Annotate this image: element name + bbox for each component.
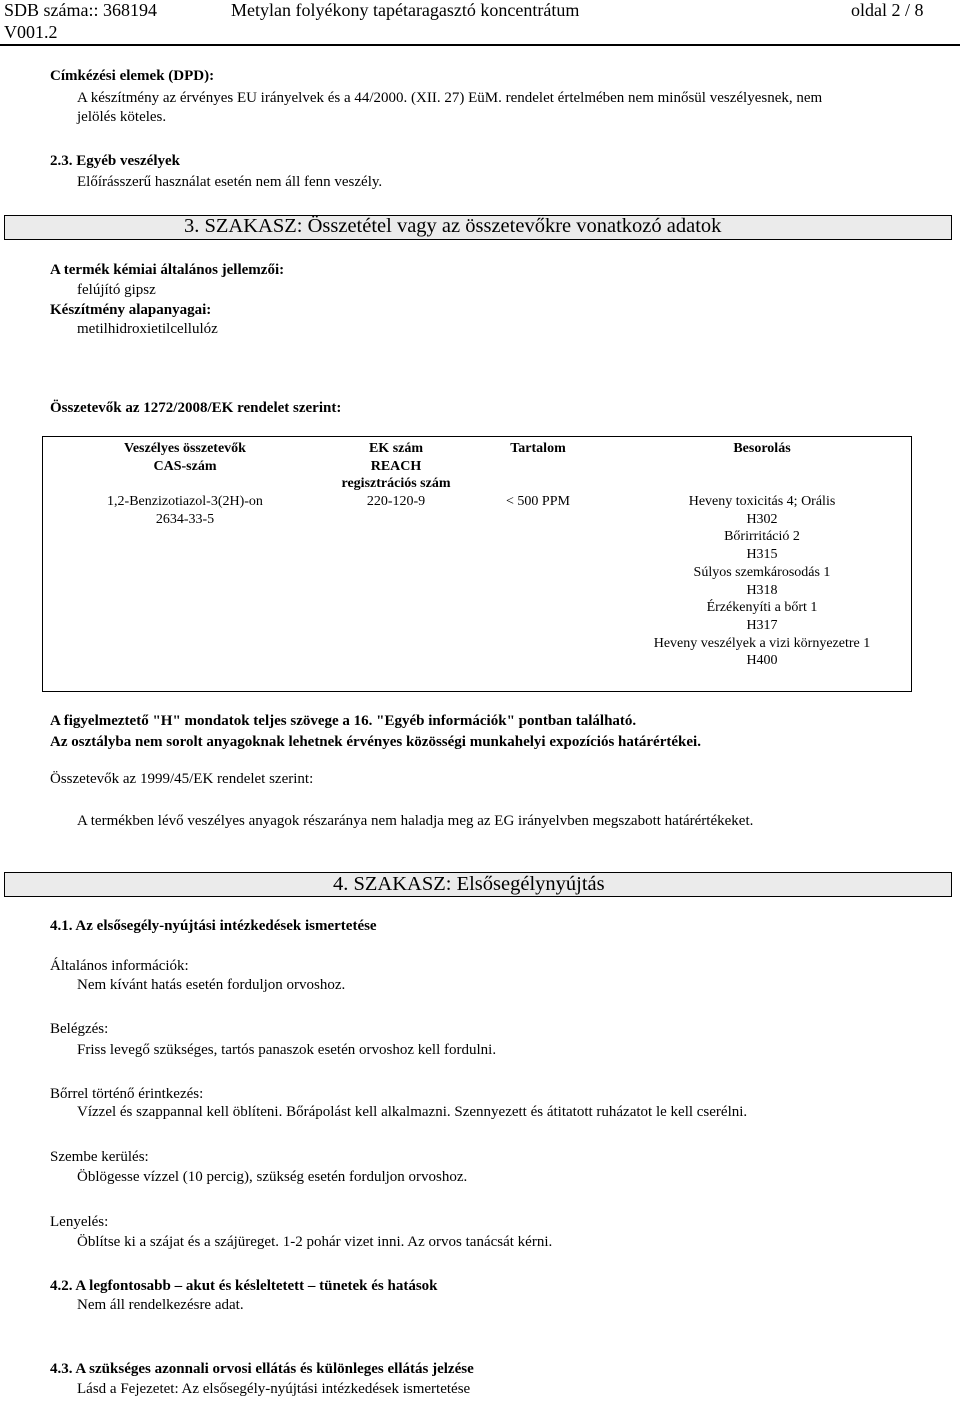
row-content: < 500 PPM — [506, 494, 570, 509]
skin-text: Vízzel és szappannal kell öblíteni. Bőrápolást kell alkalmazni. Szennyezett és átitatott ruházatot le kell cserélni. — [77, 1104, 748, 1120]
chem-char-label: A termék kémiai általános jellemzői: — [50, 262, 285, 278]
page-number: oldal 2 / 8 — [851, 0, 924, 20]
inhalation-label: Belégzés: — [50, 1021, 109, 1037]
eye-text: Öblögesse vízzel (10 percig), szükség esetén forduljon orvoshoz. — [77, 1169, 468, 1185]
labelling-text-1: A készítmény az érvényes EU irányelvek és a 44/2000. (XII. 27) EüM. rendelet értelmében nem minősül veszélyesnek, nem — [77, 90, 823, 106]
other-hazards-text: Előírásszerű használat esetén nem áll fenn veszély. — [77, 174, 383, 190]
sub43-heading: 4.3. A szükséges azonnali orvosi ellátás és különleges ellátás jelzése — [50, 1361, 474, 1377]
skin-label: Bőrrel történő érintkezés: — [50, 1086, 204, 1102]
product-title: Metylan folyékony tapétaragasztó koncentrátum — [231, 0, 580, 20]
h-phrases-note: A figyelmeztető "H" mondatok teljes szövege a 16. "Egyéb információk" pontban található. — [50, 713, 637, 729]
dsd-heading: Összetevők az 1999/45/EK rendelet szerint: — [50, 771, 314, 787]
col-header-ingredient: Veszélyes összetevők CAS-szám — [124, 441, 246, 474]
col-header-content: Tartalom — [510, 441, 566, 456]
general-label: Általános információk: — [50, 958, 189, 974]
row-classification: Heveny toxicitás 4; Orális H302 Bőrirritáció 2 H315 Súlyos szemkárosodás 1 H318 Érzékenyíti a bőrt 1 H317 Heveny veszélyek a vizi környezetre 1 H400 — [653, 494, 871, 669]
version: V001.2 — [4, 22, 58, 42]
row-ec-number: 220-120-9 — [366, 494, 426, 509]
col-header-classification: Besorolás — [733, 441, 791, 456]
sub42-heading: 4.2. A legfontosabb – akut és késleltetett – tünetek és hatások — [50, 1278, 438, 1294]
base-materials-label: Készítmény alapanyagai: — [50, 302, 212, 318]
labelling-text-2: jelölés köteles. — [77, 109, 167, 125]
section4-title: 4. SZAKASZ: Elsősegélynyújtás — [333, 873, 605, 895]
base-materials-value: metilhidroxietilcellulóz — [77, 321, 218, 337]
chem-char-value: felújító gipsz — [77, 282, 156, 298]
sub43-text: Lásd a Fejezetet: Az elsősegély-nyújtási intézkedések ismertetése — [77, 1381, 471, 1397]
sub41-heading: 4.1. Az elsősegély-nyújtási intézkedések ismertetése — [50, 918, 377, 934]
col-header-ec: EK szám REACH regisztrációs szám — [341, 441, 451, 492]
ingestion-text: Öblítse ki a szájat és a szájüreget. 1-2 pohár vizet inni. Az orvos tanácsát kérni. — [77, 1234, 553, 1250]
inhalation-text: Friss levegő szükséges, tartós panaszok esetén orvoshoz kell fordulni. — [77, 1042, 497, 1058]
sub42-text: Nem áll rendelkezésre adat. — [77, 1297, 244, 1313]
general-text: Nem kívánt hatás esetén forduljon orvoshoz. — [77, 977, 346, 993]
dsd-text: A termékben lévő veszélyes anyagok részaránya nem haladja meg az EG irányelvben megszabott határértékeket. — [77, 813, 754, 829]
row-ingredient: 1,2-Benzizotiazol-3(2H)-on 2634-33-5 — [107, 494, 263, 527]
sdb-number: SDB száma:: 368194 — [4, 0, 157, 20]
exposure-note: Az osztályba nem sorolt anyagoknak lehetnek érvényes közösségi munkahelyi expozíciós határértékei. — [50, 734, 701, 750]
section3-title: 3. SZAKASZ: Összetétel vagy az összetevőkre vonatkozó adatok — [184, 215, 722, 237]
labelling-heading: Címkézési elemek (DPD): — [50, 68, 215, 84]
header-rule — [0, 44, 960, 46]
ingestion-label: Lenyelés: — [50, 1214, 109, 1230]
other-hazards-heading: 2.3. Egyéb veszélyek — [50, 153, 180, 169]
clp-heading: Összetevők az 1272/2008/EK rendelet szerint: — [50, 400, 342, 416]
eye-label: Szembe kerülés: — [50, 1149, 149, 1165]
